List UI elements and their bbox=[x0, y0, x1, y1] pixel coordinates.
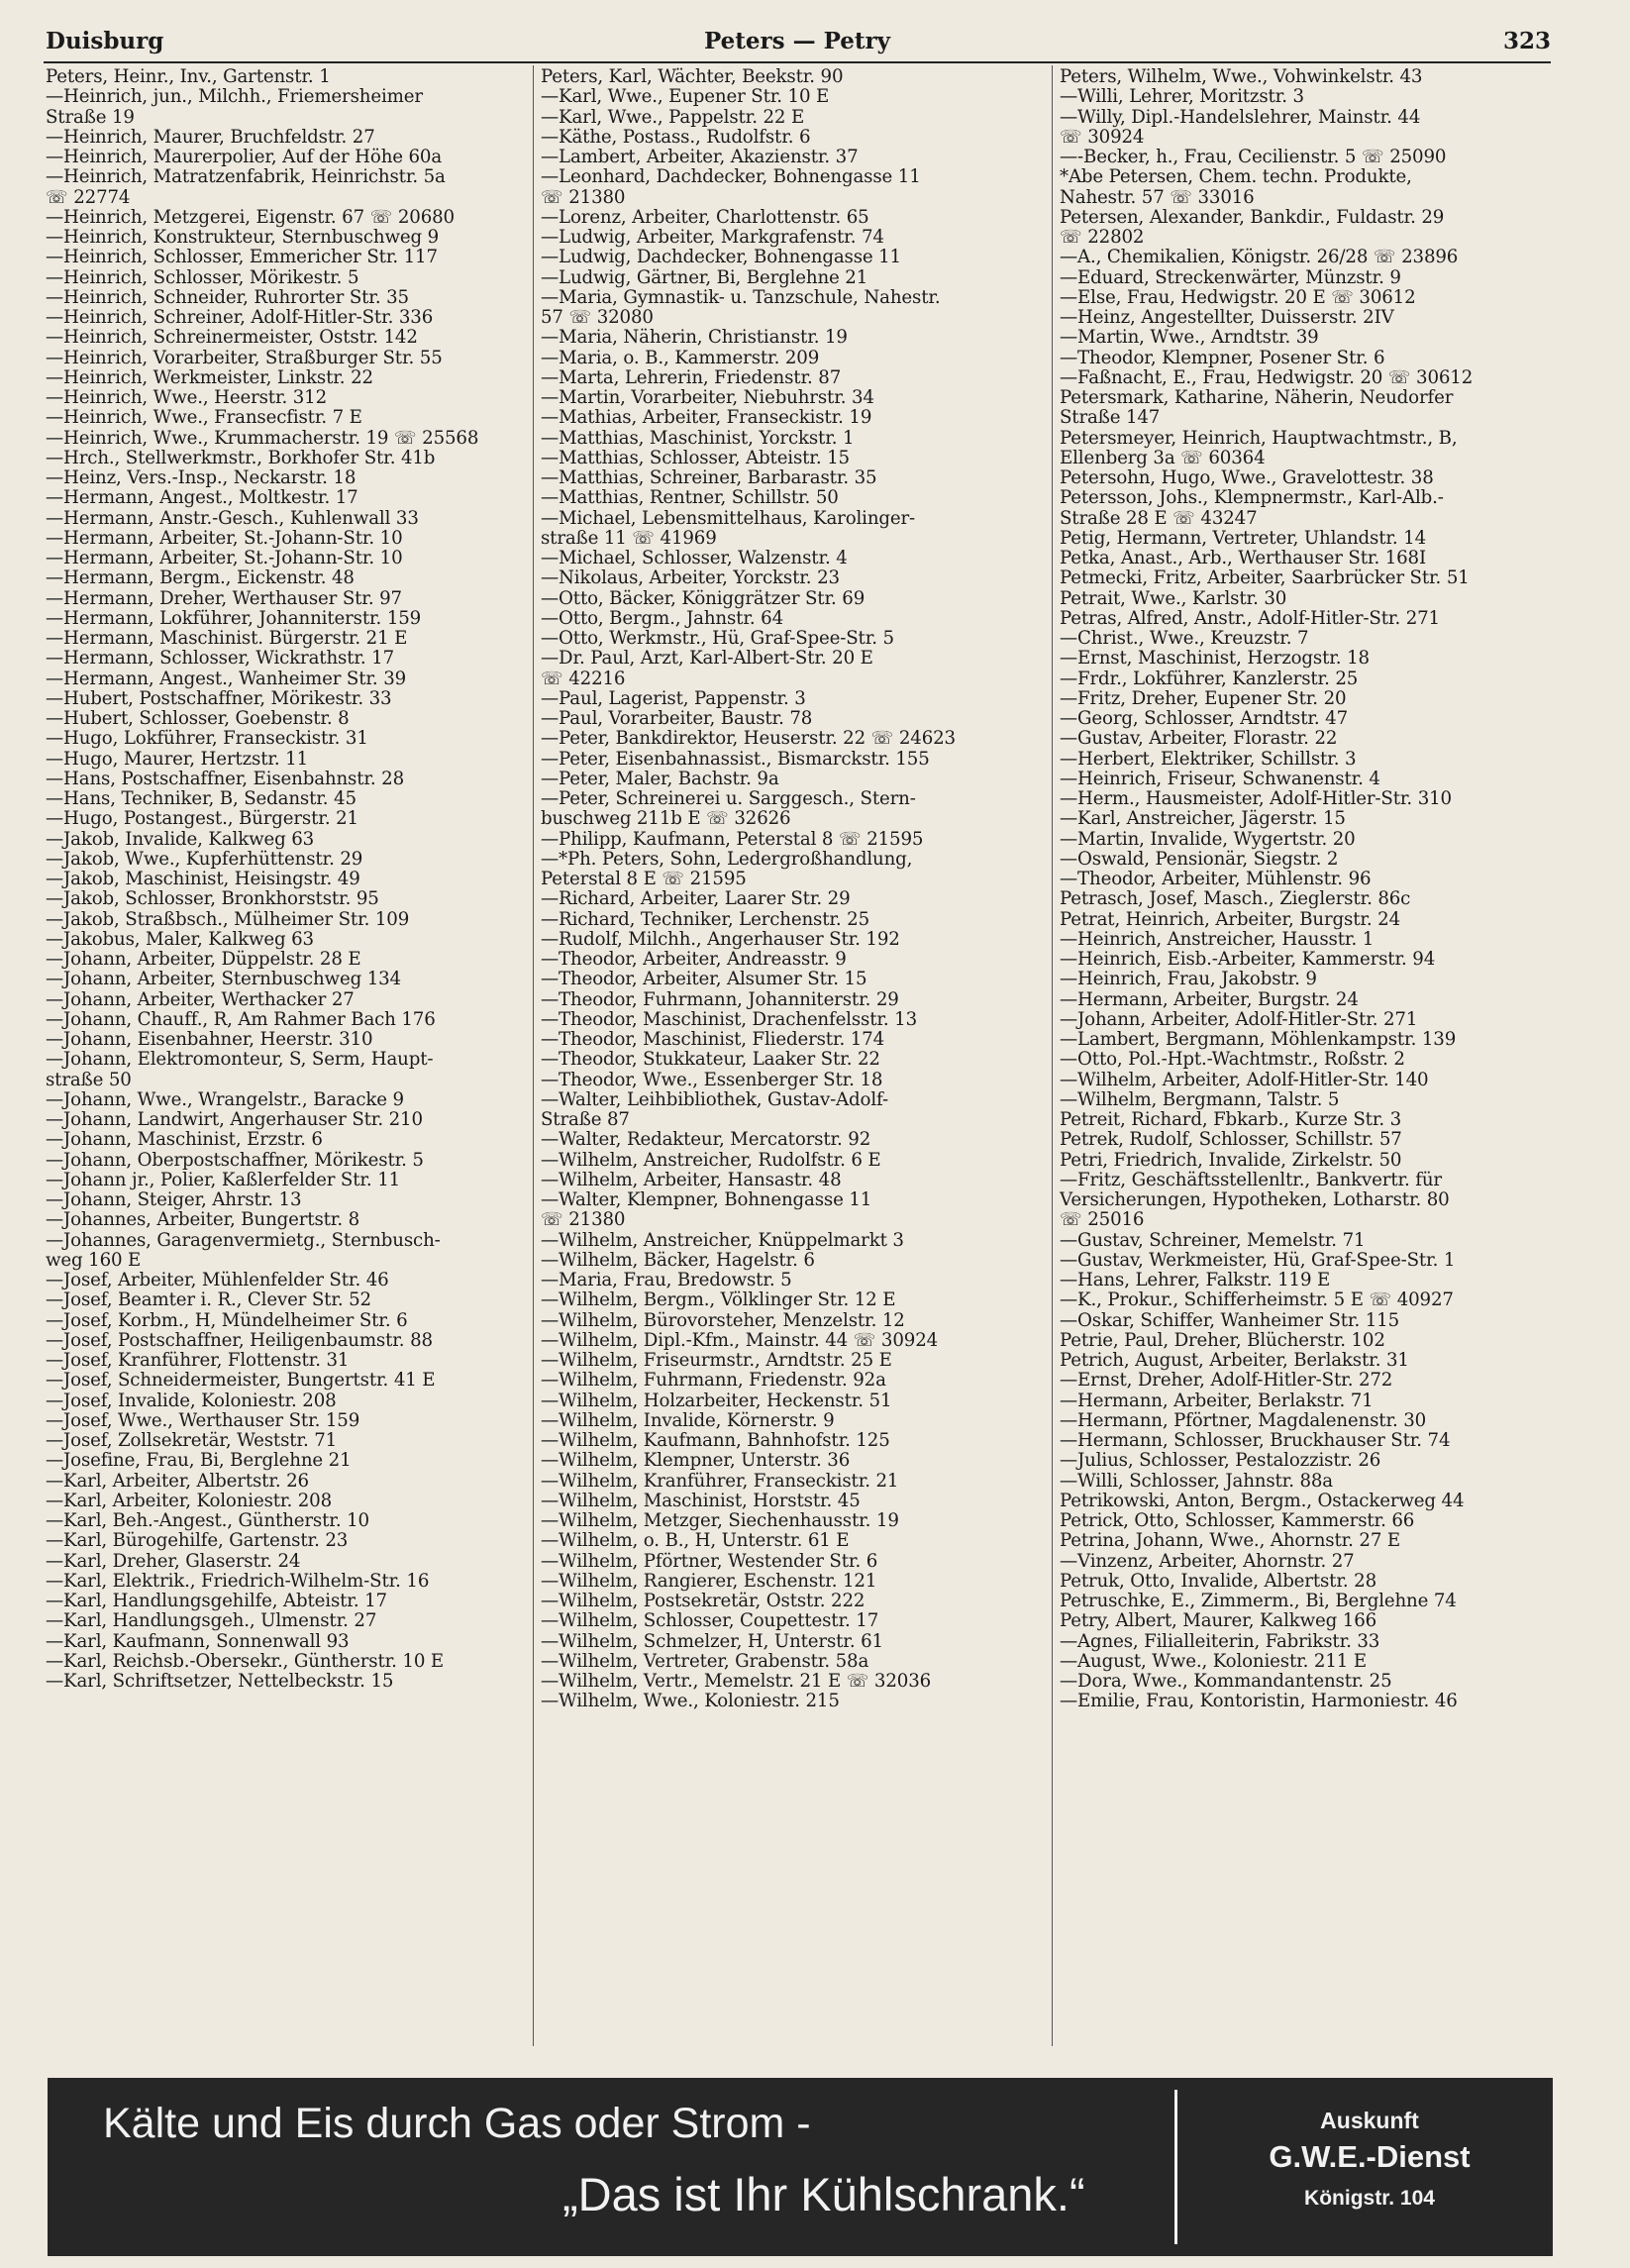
directory-entry: —Josef, Kranführer, Flottenstr. 31 bbox=[46, 1351, 350, 1371]
directory-entry: Petras, Alfred, Anstr., Adolf-Hitler-Str. 271 bbox=[1060, 608, 1440, 629]
directory-entry: Petrait, Wwe., Karlstr. 30 bbox=[1060, 588, 1287, 609]
directory-entry: —Heinrich, Konstrukteur, Sternbuschweg 9 bbox=[46, 228, 440, 248]
directory-entry: —Heinrich, Werkmeister, Linkstr. 22 bbox=[46, 367, 373, 388]
directory-entry: —Wilhelm, Fuhrmann, Friedenstr. 92a bbox=[541, 1371, 886, 1392]
directory-entry: —Wilhelm, Bergmann, Talstr. 5 bbox=[1060, 1089, 1340, 1110]
directory-entry: ☏ 21380 bbox=[541, 187, 626, 208]
directory-entry: —Agnes, Filialleiterin, Fabrikstr. 33 bbox=[1060, 1631, 1380, 1652]
directory-entry: —Karl, Wwe., Eupener Str. 10 E bbox=[541, 87, 830, 108]
directory-entry: —Hubert, Schlosser, Goebenstr. 8 bbox=[46, 709, 350, 729]
directory-entry: Petruschke, E., Zimmerm., Bi, Berglehne 74 bbox=[1060, 1592, 1457, 1611]
ad-contact-label: Auskunft bbox=[1320, 2108, 1419, 2133]
directory-entry: —Maria, Frau, Bredowstr. 5 bbox=[541, 1271, 792, 1290]
directory-entry: Petersmeyer, Heinrich, Hauptwachtmstr., B, bbox=[1060, 428, 1458, 449]
directory-entry: —Jakob, Wwe., Kupferhüttenstr. 29 bbox=[46, 849, 363, 870]
directory-entry: —Johannes, Garagenvermietg., Sternbusch- bbox=[46, 1230, 441, 1251]
directory-entry: —A., Chemikalien, Königstr. 26/28 ☏ 23896 bbox=[1060, 248, 1459, 268]
directory-entry: —Heinrich, Wwe., Heerstr. 312 bbox=[46, 388, 328, 408]
directory-entry: —Gustav, Schreiner, Memelstr. 71 bbox=[1060, 1230, 1366, 1251]
directory-entry: Peters, Karl, Wächter, Beekstr. 90 bbox=[541, 67, 844, 87]
directory-entry: —Karl, Handlungsgeh., Ulmenstr. 27 bbox=[46, 1611, 377, 1632]
directory-entry: —Theodor, Fuhrmann, Johanniterstr. 29 bbox=[541, 989, 899, 1010]
directory-entry: —Josefine, Frau, Bi, Berglehne 21 bbox=[46, 1451, 352, 1472]
directory-entry: —Martin, Wwe., Arndtstr. 39 bbox=[1060, 328, 1319, 349]
directory-entry: —Wilhelm, Rangierer, Eschenstr. 121 bbox=[541, 1571, 877, 1592]
directory-entry: —Johann, Chauff., R, Am Rahmer Bach 176 bbox=[46, 1009, 436, 1030]
directory-entry: Petersmark, Katharine, Näherin, Neudorfer bbox=[1060, 388, 1454, 408]
directory-entry: —Heinrich, Maurerpolier, Auf der Höhe 60a bbox=[46, 148, 443, 167]
directory-entry: —Heinrich, Anstreicher, Hausstr. 1 bbox=[1060, 929, 1375, 950]
directory-entry: —Johann, Oberpostschaffner, Mörikestr. 5 bbox=[46, 1150, 424, 1171]
directory-entry: —Hermann, Arbeiter, St.-Johann-Str. 10 bbox=[46, 549, 403, 568]
column-rule bbox=[1052, 65, 1053, 2046]
directory-entry: —Otto, Bäcker, Königgrätzer Str. 69 bbox=[541, 588, 866, 609]
directory-entry: ☏ 21380 bbox=[541, 1210, 626, 1231]
directory-entry: —Willi, Schlosser, Jahnstr. 88a bbox=[1060, 1471, 1334, 1492]
directory-entry: —Lambert, Bergmann, Möhlenkampstr. 139 bbox=[1060, 1030, 1457, 1050]
directory-entry: —Wilhelm, Klempner, Unterstr. 36 bbox=[541, 1451, 851, 1472]
directory-entry: —*Ph. Peters, Sohn, Ledergroßhandlung, bbox=[541, 849, 913, 870]
directory-entry: —Karl, Reichsb.-Obersekr., Güntherstr. 10 E bbox=[46, 1651, 445, 1672]
directory-entry: —Karl, Anstreicher, Jägerstr. 15 bbox=[1060, 809, 1346, 830]
directory-entry: —Faßnacht, E., Frau, Hedwigstr. 20 ☏ 30612 bbox=[1060, 367, 1474, 388]
directory-entry: —Ernst, Maschinist, Herzogstr. 18 bbox=[1060, 649, 1370, 670]
directory-entry: —Jakob, Schlosser, Bronkhorststr. 95 bbox=[46, 889, 379, 910]
directory-entry: —Johann, Arbeiter, Sternbuschweg 134 bbox=[46, 970, 401, 990]
directory-entry: —Heinrich, Schneider, Ruhrorter Str. 35 bbox=[46, 287, 409, 308]
directory-entry: —Josef, Zollsekretär, Weststr. 71 bbox=[46, 1431, 338, 1451]
directory-entry: —Peter, Eisenbahnassist., Bismarckstr. 155 bbox=[541, 749, 930, 770]
directory-entry: —Heinrich, Metzgerei, Eigenstr. 67 ☏ 20680 bbox=[46, 207, 455, 228]
column-rule bbox=[533, 65, 534, 2046]
directory-entry: —Lorenz, Arbeiter, Charlottenstr. 65 bbox=[541, 207, 869, 228]
directory-entry: —Lambert, Arbeiter, Akazienstr. 37 bbox=[541, 148, 859, 167]
directory-entry: —Karl, Arbeiter, Koloniestr. 208 bbox=[46, 1491, 332, 1511]
directory-entry: *Abe Petersen, Chem. techn. Produkte, bbox=[1060, 167, 1412, 188]
directory-entry: —Johann, Wwe., Wrangelstr., Baracke 9 bbox=[46, 1089, 404, 1110]
directory-entry: —Ludwig, Gärtner, Bi, Berglehne 21 bbox=[541, 267, 868, 288]
directory-entry: —Marta, Lehrerin, Friedenstr. 87 bbox=[541, 367, 842, 388]
directory-entry: —Hugo, Lokführer, Franseckistr. 31 bbox=[46, 729, 368, 750]
directory-entry: —Johann, Arbeiter, Werthacker 27 bbox=[46, 989, 355, 1010]
directory-entry: —Wilhelm, Bäcker, Hagelstr. 6 bbox=[541, 1250, 815, 1271]
directory-entry: —Gustav, Arbeiter, Florastr. 22 bbox=[1060, 729, 1338, 750]
directory-entry: —Wilhelm, Maschinist, Horststr. 45 bbox=[541, 1491, 861, 1511]
directory-entry: —Karl, Kaufmann, Sonnenwall 93 bbox=[46, 1631, 350, 1652]
directory-entry: —Heinrich, Frau, Jakobstr. 9 bbox=[1060, 970, 1317, 990]
directory-entry: —Johann, Elektromonteur, S, Serm, Haupt- bbox=[46, 1050, 434, 1071]
directory-entry: —Christ., Wwe., Kreuzstr. 7 bbox=[1060, 629, 1309, 649]
directory-entry: —Hermann, Pförtner, Magdalenenstr. 30 bbox=[1060, 1410, 1427, 1431]
directory-entry: —Heinrich, Schreiner, Adolf-Hitler-Str. 336 bbox=[46, 308, 434, 328]
directory-entry: Petmecki, Fritz, Arbeiter, Saarbrücker Str. 51 bbox=[1060, 568, 1470, 589]
directory-entry: —Hermann, Arbeiter, St.-Johann-Str. 10 bbox=[46, 528, 403, 549]
directory-entry: —Gustav, Werkmeister, Hü, Graf-Spee-Str. 1 bbox=[1060, 1250, 1456, 1271]
directory-entry: Petka, Anast., Arb., Werthauser Str. 168I bbox=[1060, 549, 1427, 568]
directory-entry: —Heinrich, Schlosser, Emmericher Str. 117 bbox=[46, 248, 438, 268]
directory-entry: Peters, Heinr., Inv., Gartenstr. 1 bbox=[46, 67, 331, 87]
directory-entry: —Wilhelm, Arbeiter, Adolf-Hitler-Str. 140 bbox=[1060, 1070, 1429, 1090]
directory-entry: —Maria, Näherin, Christianstr. 19 bbox=[541, 328, 848, 349]
directory-entry: —Else, Frau, Hedwigstr. 20 E ☏ 30612 bbox=[1060, 287, 1416, 308]
directory-entry: —Wilhelm, Invalide, Körnerstr. 9 bbox=[541, 1410, 835, 1431]
directory-entry: —Richard, Techniker, Lerchenstr. 25 bbox=[541, 909, 869, 930]
directory-entry: —Heinrich, Maurer, Bruchfeldstr. 27 bbox=[46, 127, 375, 148]
directory-entry: —Jakob, Maschinist, Heisingstr. 49 bbox=[46, 870, 360, 889]
advertisement-banner bbox=[48, 2078, 1553, 2256]
directory-entry: —Wilhelm, Vertreter, Grabenstr. 58a bbox=[541, 1651, 869, 1672]
directory-entry: —Martin, Vorarbeiter, Niebuhrstr. 34 bbox=[541, 388, 874, 408]
directory-entry: —Heinrich, Eisb.-Arbeiter, Kammerstr. 94 bbox=[1060, 950, 1436, 970]
directory-entry: —Maria, o. B., Kammerstr. 209 bbox=[541, 348, 820, 368]
directory-entry: —Leonhard, Dachdecker, Bohnengasse 11 bbox=[541, 167, 921, 188]
directory-entry: —Karl, Bürogehilfe, Gartenstr. 23 bbox=[46, 1531, 349, 1552]
directory-entry: —Oswald, Pensionär, Siegstr. 2 bbox=[1060, 849, 1339, 870]
directory-entry: —Heinrich, Schlosser, Mörikestr. 5 bbox=[46, 267, 359, 288]
directory-entry: —Matthias, Maschinist, Yorckstr. 1 bbox=[541, 428, 855, 449]
directory-entry: —Wilhelm, Kranführer, Franseckistr. 21 bbox=[541, 1471, 899, 1492]
directory-entry: Petrick, Otto, Schlosser, Kammerstr. 66 bbox=[1060, 1511, 1415, 1531]
directory-column-2 bbox=[541, 67, 1044, 2058]
directory-entry: Petrina, Johann, Wwe., Ahornstr. 27 E bbox=[1060, 1531, 1401, 1552]
directory-entry: —Johann, Steiger, Ahrstr. 13 bbox=[46, 1190, 302, 1210]
directory-entry: —Wilhelm, Metzger, Siechenhausstr. 19 bbox=[541, 1511, 899, 1531]
directory-entry: Peterstal 8 E ☏ 21595 bbox=[541, 870, 747, 889]
directory-entry: —Hans, Techniker, B, Sedanstr. 45 bbox=[46, 789, 357, 809]
directory-entry: —Peter, Schreinerei u. Sarggesch., Stern- bbox=[541, 789, 916, 809]
directory-entry: —Wilhelm, Friseurmstr., Arndtstr. 25 E bbox=[541, 1351, 892, 1371]
directory-entry: —Johannes, Arbeiter, Bungertstr. 8 bbox=[46, 1210, 360, 1231]
directory-entry: Petrat, Heinrich, Arbeiter, Burgstr. 24 bbox=[1060, 909, 1401, 930]
ad-contact-box bbox=[1186, 2078, 1553, 2256]
directory-entry: Petig, Hermann, Vertreter, Uhlandstr. 14 bbox=[1060, 528, 1427, 549]
directory-entry: —Dora, Wwe., Kommandantenstr. 25 bbox=[1060, 1672, 1392, 1692]
directory-entry: Petrek, Rudolf, Schlosser, Schillstr. 57 bbox=[1060, 1130, 1402, 1151]
directory-entry: —Willi, Lehrer, Moritzstr. 3 bbox=[1060, 87, 1304, 108]
directory-entry: —Wilhelm, Vertr., Memelstr. 21 E ☏ 32036 bbox=[541, 1672, 932, 1692]
ad-slogan-line-1: Kälte und Eis durch Gas oder Strom - bbox=[103, 2100, 811, 2147]
directory-entry: Petersen, Alexander, Bankdir., Fuldastr. 29 bbox=[1060, 207, 1445, 228]
directory-entry: —Ludwig, Dachdecker, Bohnengasse 11 bbox=[541, 248, 901, 268]
directory-entry: Petruk, Otto, Invalide, Albertstr. 28 bbox=[1060, 1571, 1376, 1592]
directory-entry: —Hugo, Maurer, Hertzstr. 11 bbox=[46, 749, 309, 770]
directory-entry: —Vinzenz, Arbeiter, Ahornstr. 27 bbox=[1060, 1551, 1355, 1572]
directory-entry: —Hermann, Angest., Wanheimer Str. 39 bbox=[46, 669, 407, 689]
directory-entry: —Hermann, Arbeiter, Berlakstr. 71 bbox=[1060, 1391, 1374, 1411]
directory-entry: —Theodor, Arbeiter, Mühlenstr. 96 bbox=[1060, 870, 1372, 889]
directory-entry: —Karl, Schriftsetzer, Nettelbeckstr. 15 bbox=[46, 1672, 394, 1692]
directory-entry: —Josef, Arbeiter, Mühlenfelder Str. 46 bbox=[46, 1271, 389, 1290]
directory-entry: —Matthias, Schreiner, Barbarastr. 35 bbox=[541, 468, 877, 488]
directory-entry: —Hermann, Arbeiter, Burgstr. 24 bbox=[1060, 989, 1359, 1010]
directory-entry: —Rudolf, Milchh., Angerhauser Str. 192 bbox=[541, 929, 900, 950]
directory-entry: —Karl, Arbeiter, Albertstr. 26 bbox=[46, 1471, 309, 1492]
directory-entry: —Hermann, Bergm., Eickenstr. 48 bbox=[46, 568, 355, 589]
directory-entry: —Oskar, Schiffer, Wanheimer Str. 115 bbox=[1060, 1310, 1399, 1331]
directory-entry: weg 160 E bbox=[46, 1250, 142, 1271]
directory-entry: —Hermann, Schlosser, Wickrathstr. 17 bbox=[46, 649, 394, 670]
directory-entry: —Walter, Klempner, Bohnengasse 11 bbox=[541, 1190, 872, 1210]
directory-entry: —Karl, Elektrik., Friedrich-Wilhelm-Str. 16 bbox=[46, 1571, 430, 1592]
directory-entry: —Peter, Maler, Bachstr. 9a bbox=[541, 769, 779, 789]
directory-entry: —Johann, Landwirt, Angerhauser Str. 210 bbox=[46, 1110, 423, 1130]
directory-entry: ☏ 42216 bbox=[541, 669, 626, 689]
directory-entry: —Johann, Eisenbahner, Heerstr. 310 bbox=[46, 1030, 373, 1050]
directory-entry: —Heinrich, Vorarbeiter, Straßburger Str. 55 bbox=[46, 348, 443, 368]
directory-entry: —Heinrich, Wwe., Krummacherstr. 19 ☏ 25568 bbox=[46, 428, 479, 449]
directory-column-1 bbox=[46, 67, 527, 2058]
directory-entry: —Emilie, Frau, Kontoristin, Harmoniestr. 46 bbox=[1060, 1692, 1458, 1712]
directory-entry: —Heinrich, Schreinermeister, Oststr. 142 bbox=[46, 328, 418, 349]
directory-entry: Straße 87 bbox=[541, 1110, 630, 1130]
directory-entry: —Eduard, Streckenwärter, Münzstr. 9 bbox=[1060, 267, 1401, 288]
directory-entry: buschweg 211b E ☏ 32626 bbox=[541, 809, 791, 830]
directory-entry: —Karl, Handlungsgehilfe, Abteistr. 17 bbox=[46, 1592, 387, 1611]
directory-entry: Peters, Wilhelm, Wwe., Vohwinkelstr. 43 bbox=[1060, 67, 1423, 87]
directory-entry: —Jakobus, Maler, Kalkweg 63 bbox=[46, 929, 314, 950]
directory-entry: —Fritz, Dreher, Eupener Str. 20 bbox=[1060, 688, 1347, 709]
directory-entry: —Wilhelm, Wwe., Koloniestr. 215 bbox=[541, 1692, 840, 1712]
directory-entry: —Hans, Postschaffner, Eisenbahnstr. 28 bbox=[46, 769, 405, 789]
directory-entry: —Hermann, Lokführer, Johanniterstr. 159 bbox=[46, 608, 422, 629]
directory-entry: —Wilhelm, Schlosser, Coupettestr. 17 bbox=[541, 1611, 879, 1632]
directory-entry: —Hugo, Postangest., Bürgerstr. 21 bbox=[46, 809, 358, 830]
directory-entry: —Theodor, Stukkateur, Laaker Str. 22 bbox=[541, 1050, 880, 1071]
directory-entry: —Paul, Lagerist, Pappenstr. 3 bbox=[541, 688, 806, 709]
name-range-title: Peters — Petry bbox=[703, 28, 891, 54]
directory-entry: —Johann, Maschinist, Erzstr. 6 bbox=[46, 1130, 323, 1151]
directory-entry: ☏ 25016 bbox=[1060, 1210, 1145, 1231]
directory-entry: —Josef, Beamter i. R., Clever Str. 52 bbox=[46, 1290, 371, 1311]
directory-entry: —Karl, Beh.-Angest., Güntherstr. 10 bbox=[46, 1511, 369, 1531]
directory-entry: Petri, Friedrich, Invalide, Zirkelstr. 50 bbox=[1060, 1150, 1402, 1171]
directory-entry: Straße 147 bbox=[1060, 408, 1161, 429]
directory-entry: —Theodor, Arbeiter, Andreasstr. 9 bbox=[541, 950, 847, 970]
directory-entry: —August, Wwe., Koloniestr. 211 E bbox=[1060, 1651, 1367, 1672]
directory-entry: —Wilhelm, Kaufmann, Bahnhofstr. 125 bbox=[541, 1431, 890, 1451]
directory-entry: —Walter, Redakteur, Mercatorstr. 92 bbox=[541, 1130, 871, 1151]
directory-entry: Petrich, August, Arbeiter, Berlakstr. 31 bbox=[1060, 1351, 1409, 1371]
directory-entry: —Hubert, Postschaffner, Mörikestr. 33 bbox=[46, 688, 392, 709]
directory-entry: Petrie, Paul, Dreher, Blücherstr. 102 bbox=[1060, 1330, 1385, 1351]
directory-entry: —Theodor, Wwe., Essenberger Str. 18 bbox=[541, 1070, 883, 1090]
directory-entry: —Josef, Postschaffner, Heiligenbaumstr. 88 bbox=[46, 1330, 433, 1351]
directory-entry: —Philipp, Kaufmann, Peterstal 8 ☏ 21595 bbox=[541, 829, 924, 850]
directory-entry: —Wilhelm, Arbeiter, Hansastr. 48 bbox=[541, 1170, 842, 1190]
directory-entry: —Wilhelm, Holzarbeiter, Heckenstr. 51 bbox=[541, 1391, 892, 1411]
ad-company-name: G.W.E.-Dienst bbox=[1269, 2139, 1471, 2174]
directory-entry: —Hermann, Angest., Moltkestr. 17 bbox=[46, 488, 358, 509]
directory-entry: —Matthias, Schlosser, Abteistr. 15 bbox=[541, 448, 850, 468]
directory-entry: —Matthias, Rentner, Schillstr. 50 bbox=[541, 488, 839, 509]
directory-entry: —Theodor, Maschinist, Drachenfelsstr. 13 bbox=[541, 1009, 918, 1030]
directory-entry: —Otto, Werkmstr., Hü, Graf-Spee-Str. 5 bbox=[541, 629, 894, 649]
directory-column-3 bbox=[1060, 67, 1555, 2058]
directory-entry: —Ernst, Dreher, Adolf-Hitler-Str. 272 bbox=[1060, 1371, 1393, 1392]
directory-entry: —Heinrich, jun., Milchh., Friemersheimer bbox=[46, 87, 423, 108]
directory-entry: Petersson, Johs., Klempnermstr., Karl-Alb.- bbox=[1060, 488, 1444, 509]
directory-entry: —Otto, Pol.-Hpt.-Wachtmstr., Roßstr. 2 bbox=[1060, 1050, 1405, 1071]
directory-entry: Straße 28 E ☏ 43247 bbox=[1060, 508, 1258, 529]
directory-entry: —Ludwig, Arbeiter, Markgrafenstr. 74 bbox=[541, 228, 884, 248]
directory-entry: —Johann jr., Polier, Kaßlerfelder Str. 11 bbox=[46, 1170, 401, 1190]
directory-entry: —Heinrich, Friseur, Schwanenstr. 4 bbox=[1060, 769, 1380, 789]
directory-entry: —Käthe, Postass., Rudolfstr. 6 bbox=[541, 127, 811, 148]
directory-entry: —Frdr., Lokführer, Kanzlerstr. 25 bbox=[1060, 669, 1359, 689]
directory-entry: —Paul, Vorarbeiter, Baustr. 78 bbox=[541, 709, 813, 729]
directory-entry: —Hermann, Dreher, Werthauser Str. 97 bbox=[46, 588, 402, 609]
directory-entry: —Maria, Gymnastik- u. Tanzschule, Nahestr. bbox=[541, 287, 941, 308]
directory-entry: —Heinz, Angestellter, Duisserstr. 2IV bbox=[1060, 308, 1394, 328]
ad-slogan-line-2: „Das ist Ihr Kühlschrank.“ bbox=[562, 2168, 1085, 2220]
directory-entry: —Jakob, Invalide, Kalkweg 63 bbox=[46, 829, 315, 850]
directory-entry: straße 50 bbox=[46, 1070, 132, 1090]
directory-entry: —Dr. Paul, Arzt, Karl-Albert-Str. 20 E bbox=[541, 649, 873, 670]
directory-entry: —Herbert, Elektriker, Schillstr. 3 bbox=[1060, 749, 1357, 770]
directory-entry: —Heinrich, Wwe., Fransecfistr. 7 E bbox=[46, 408, 362, 429]
directory-entry: —Wilhelm, o. B., H, Unterstr. 61 E bbox=[541, 1531, 850, 1552]
directory-entry: ☏ 22802 bbox=[1060, 228, 1145, 248]
directory-entry: —Herm., Hausmeister, Adolf-Hitler-Str. 310 bbox=[1060, 789, 1452, 809]
directory-entry: Nahestr. 57 ☏ 33016 bbox=[1060, 187, 1255, 208]
directory-entry: —K., Prokur., Schifferheimstr. 5 E ☏ 40927 bbox=[1060, 1290, 1454, 1311]
directory-entry: —Josef, Korbm., H, Mündelheimer Str. 6 bbox=[46, 1310, 408, 1331]
directory-entry: —Karl, Wwe., Pappelstr. 22 E bbox=[541, 107, 805, 128]
directory-entry: —Heinz, Vers.-Insp., Neckarstr. 18 bbox=[46, 468, 357, 488]
directory-entry: —Josef, Schneidermeister, Bungertstr. 41 E bbox=[46, 1371, 436, 1392]
directory-entry: —Martin, Invalide, Wygertstr. 20 bbox=[1060, 829, 1356, 850]
city-title: Duisburg bbox=[46, 28, 164, 54]
directory-entry: Versicherungen, Hypotheken, Lotharstr. 80 bbox=[1060, 1190, 1450, 1210]
directory-entry: —Jakob, Straßbsch., Mülheimer Str. 109 bbox=[46, 909, 410, 930]
directory-entry: Petry, Albert, Maurer, Kalkweg 166 bbox=[1060, 1611, 1377, 1632]
directory-entry: —Theodor, Arbeiter, Alsumer Str. 15 bbox=[541, 970, 867, 990]
page-header bbox=[44, 26, 1551, 63]
directory-entry: —Otto, Bergm., Jahnstr. 64 bbox=[541, 608, 783, 629]
directory-entry: Ellenberg 3a ☏ 60364 bbox=[1060, 448, 1266, 468]
directory-entry: —Hrch., Stellwerkmstr., Borkhofer Str. 41b bbox=[46, 448, 436, 468]
directory-entry: —Richard, Arbeiter, Laarer Str. 29 bbox=[541, 889, 851, 910]
directory-entry: —Heinrich, Matratzenfabrik, Heinrichstr. 5a bbox=[46, 167, 446, 188]
directory-entry: —Karl, Dreher, Glaserstr. 24 bbox=[46, 1551, 301, 1572]
directory-entry: ☏ 30924 bbox=[1060, 127, 1145, 148]
directory-entry: Petrikowski, Anton, Bergm., Ostackerweg 44 bbox=[1060, 1491, 1465, 1511]
directory-entry: —Hans, Lehrer, Falkstr. 119 E bbox=[1060, 1271, 1331, 1290]
directory-entry: —Julius, Schlosser, Pestalozzistr. 26 bbox=[1060, 1451, 1381, 1472]
directory-entry: —Johann, Arbeiter, Düppelstr. 28 E bbox=[46, 950, 361, 970]
directory-entry: —Wilhelm, Dipl.-Kfm., Mainstr. 44 ☏ 30924 bbox=[541, 1330, 939, 1351]
directory-entry: —Wilhelm, Postsekretär, Oststr. 222 bbox=[541, 1592, 866, 1611]
directory-entry: ☏ 22774 bbox=[46, 187, 131, 208]
directory-entry: —Wilhelm, Anstreicher, Rudolfstr. 6 E bbox=[541, 1150, 881, 1171]
directory-entry: Petersohn, Hugo, Wwe., Gravelottestr. 38 bbox=[1060, 468, 1434, 488]
directory-entry: —Theodor, Maschinist, Fliederstr. 174 bbox=[541, 1030, 885, 1050]
directory-entry: —Wilhelm, Bergm., Völklinger Str. 12 E bbox=[541, 1290, 896, 1311]
directory-entry: Straße 19 bbox=[46, 107, 135, 128]
directory-entry: —Georg, Schlosser, Arndtstr. 47 bbox=[1060, 709, 1349, 729]
directory-entry: —Hermann, Maschinist. Bürgerstr. 21 E bbox=[46, 629, 408, 649]
directory-entry: —Josef, Invalide, Koloniestr. 208 bbox=[46, 1391, 337, 1411]
directory-entry: 57 ☏ 32080 bbox=[541, 308, 654, 328]
directory-entry: —Wilhelm, Schmelzer, H, Unterstr. 61 bbox=[541, 1631, 883, 1652]
directory-entry: —Michael, Lebensmittelhaus, Karolinger- bbox=[541, 508, 916, 529]
ad-company-address: Königstr. 104 bbox=[1304, 2187, 1435, 2210]
directory-entry: —Hermann, Anstr.-Gesch., Kuhlenwall 33 bbox=[46, 508, 419, 529]
directory-entry: —Hermann, Schlosser, Bruckhauser Str. 74 bbox=[1060, 1431, 1451, 1451]
directory-entry: —Michael, Schlosser, Walzenstr. 4 bbox=[541, 549, 848, 568]
directory-entry: —Wilhelm, Pförtner, Westender Str. 6 bbox=[541, 1551, 878, 1572]
directory-entry: Petrasch, Josef, Masch., Zieglerstr. 86c bbox=[1060, 889, 1411, 910]
ad-slogan-area bbox=[48, 2078, 1167, 2256]
directory-entry: straße 11 ☏ 41969 bbox=[541, 528, 717, 549]
ad-divider bbox=[1174, 2090, 1177, 2244]
directory-entry: —Fritz, Geschäftsstellenltr., Bankvertr. für bbox=[1060, 1170, 1442, 1190]
directory-entry: —-Becker, h., Frau, Cecilienstr. 5 ☏ 25090 bbox=[1060, 148, 1447, 167]
page-number: 323 bbox=[1502, 28, 1551, 54]
directory-entry: —Theodor, Klempner, Posener Str. 6 bbox=[1060, 348, 1385, 368]
directory-entry: —Josef, Wwe., Werthauser Str. 159 bbox=[46, 1410, 360, 1431]
directory-entry: —Johann, Arbeiter, Adolf-Hitler-Str. 271 bbox=[1060, 1009, 1418, 1030]
directory-entry: —Peter, Bankdirektor, Heuserstr. 22 ☏ 24623 bbox=[541, 729, 956, 750]
directory-entry: —Mathias, Arbeiter, Franseckistr. 19 bbox=[541, 408, 872, 429]
directory-entry: Petreit, Richard, Fbkarb., Kurze Str. 3 bbox=[1060, 1110, 1402, 1130]
directory-entry: —Willy, Dipl.-Handelslehrer, Mainstr. 44 bbox=[1060, 107, 1421, 128]
directory-entry: —Wilhelm, Anstreicher, Knüppelmarkt 3 bbox=[541, 1230, 904, 1251]
directory-entry: —Walter, Leihbibliothek, Gustav-Adolf- bbox=[541, 1089, 888, 1110]
directory-entry: —Nikolaus, Arbeiter, Yorckstr. 23 bbox=[541, 568, 840, 589]
directory-entry: —Wilhelm, Bürovorsteher, Menzelstr. 12 bbox=[541, 1310, 905, 1331]
